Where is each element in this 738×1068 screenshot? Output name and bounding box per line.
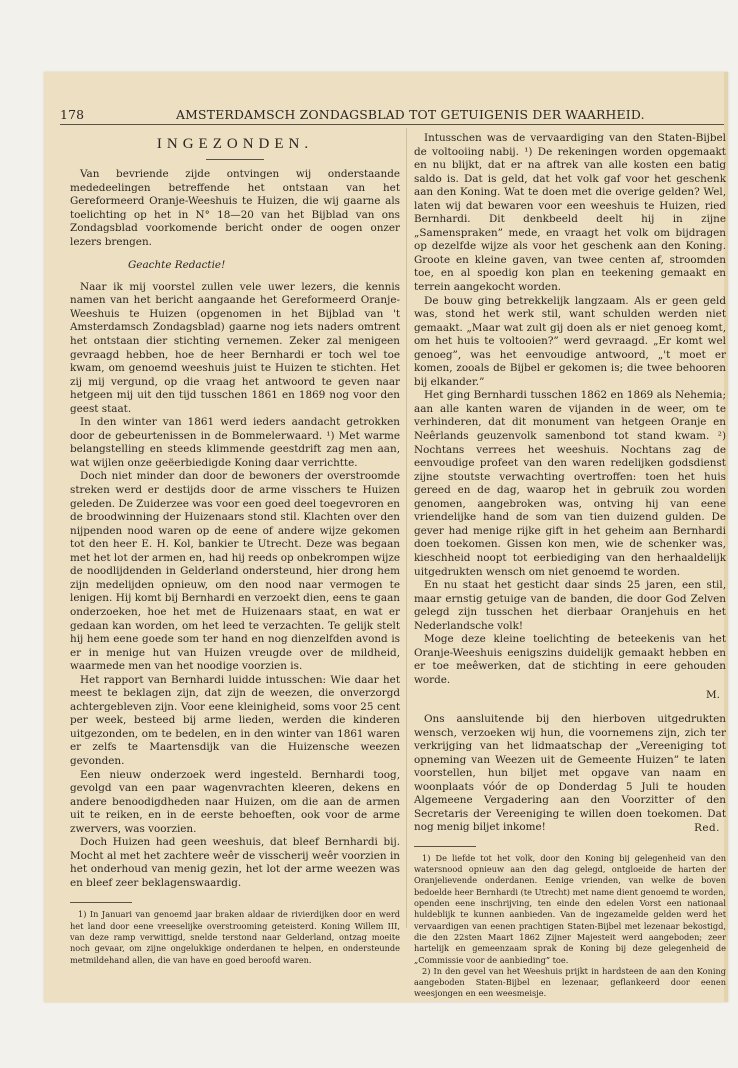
left-column bbox=[70, 132, 400, 966]
column-divider bbox=[406, 128, 407, 928]
body-paragraph: Intusschen was de vervaardiging van den Staten-Bijbel de voltooiing nabij. ¹) De rekeningen worden opgemaakt en nu blijkt, dat er na aftrek van alle kosten een batig saldo is. Dat is geld, dat het volk gaf voor het geschenk aan den Koning. Wat te doen met die overige gelden? Wel, laten wij dat bewaren voor een weeshuis te Huizen, ried Bernhardi. Dit denkbeeld deelt hij in zijne „Samenspraken” mede, en vraagt het volk om bijdragen op dezelfde wijze als voor het geschenk aan den Koning. Groote en kleine gaven, van twee centen af, stroomden toe, en al spoedig kon plan en teekening gemaakt en terrein aangekocht worden. bbox=[414, 132, 726, 294]
title-rule bbox=[206, 159, 264, 160]
body-paragraph: Doch Huizen had geen weeshuis, dat bleef Bernhardi bij. Mocht al met het zachtere weêr de visscherij weêr voorzien in het onderhoud van menig gezin, het lot der arme weezen was en bleef zeer beklagenswaardig. bbox=[70, 836, 400, 889]
letter-signature: M. bbox=[706, 689, 720, 702]
body-paragraph: In den winter van 1861 werd ieders aandacht getrokken door de gebeurtenissen in de Bommelerwaard. ¹) Met warme belangstelling en steeds klimmende geestdrift zag men aan, wat wijlen onze geëerbiedigde Koning daar verrichtte. bbox=[70, 416, 400, 469]
salutation: Geachte Redactie! bbox=[128, 259, 226, 272]
body-paragraph: En nu staat het gesticht daar sinds 25 jaren, een stil, maar ernstig getuige van de banden, die door God Zelven gelegd zijn tusschen het dierbaar Oranjehuis en het Nederlandsche volk! bbox=[414, 579, 726, 632]
journal-title: AMSTERDAMSCH ZONDAGSBLAD TOT GETUIGENIS DER WAARHEID. bbox=[176, 107, 645, 122]
footnote: 2) In den gevel van het Weeshuis prijkt in hardsteen de aan den Koning aangeboden Staten-Bijbel en lezenaar, geflankeerd door eenen weesjongen en een weesmeisje. bbox=[414, 965, 726, 999]
section-title: INGEZONDEN. bbox=[156, 136, 314, 152]
footnote: 1) In Januari van genoemd jaar braken aldaar de rivierdijken door en werd het land door eene vreeselijke overstrooming geteisterd. Koning Willem III, van deze ramp verwittigd, snelde terstond naar Gelderland, ontzag moeite noch gevaar, om zijne ongelukkige onderdanen te helpen, en ondersteunde metmildehand allen, die van have en goed beroofd waren. bbox=[70, 909, 400, 965]
body-paragraph: Het ging Bernhardi tusschen 1862 en 1869 als Nehemia; aan alle kanten waren de vijanden in de weer, om te verhinderen, dat dit monument van hetgeen Oranje en Neêrlands geuzenvolk samenbond tot stand kwam. ²) Nochtans verrees het weeshuis. Nochtans zag de eenvoudige profeet van den waren redelijken godsdienst zijne stoutste verwachting overtroffen: toen het huis gereed en de dag, waarop het in gebruik zou worden genomen, aangebroken was, ontving hij van eene vriendelijke hand de som van tien duizend gulden. De gever had menige rijke gift in het geheim aan Bernhardi doen toekomen. Gissen kon men, wie de schenker was, kieschheid noopt tot eerbiediging van den herhaaldelijk uitgedrukten wensch om niet genoemd te worden. bbox=[414, 389, 726, 578]
footnote: 1) De liefde tot het volk, door den Koning bij gelegenheid van den watersnood opnieuw aan den dag gelegd, ontgloeide de harten der Oranjelievende onderdanen. Eenige vrienden, van welke de boven bedoelde heer Bernhardi (te Utrecht) met name dient genoemd te worden, openden eene inschrijving, ten einde den edelen Vorst een nationaal huldeblijk te kunnen aanbieden. Van de ingezamelde gelden werd het vervaardigen van eenen prachtigen Staten-Bijbel met lezenaar bekostigd, die den 22sten Maart 1862 Zijner Majesteit werd aangeboden; zeer hartelijk en gemeenzaam sprak de Koning bij deze gelegenheid de „Commissie voor de aanbieding” toe. bbox=[414, 852, 726, 965]
body-paragraph: Doch niet minder dan door de bewoners der overstroomde streken werd er destijds door de arme visschers te Huizen geleden. De Zuiderzee was voor een goed deel toegevroren en de broodwinning der Huizenaars stond stil. Klachten over den nijpenden nood waren op de eene of andere wijze gekomen tot den heer E. H. Kol, bankier te Utrecht. Deze was begaan met het lot der armen en, had hij reeds op onbekrompen wijze de noodlijdenden in Gelderland ondersteund, hier drong hem zijn medelijden opnieuw, om den nood naar vermogen te lenigen. Hij komt bij Bernhardi en verzoekt dien, eens te gaan onderzoeken, hoe het met de Huizenaars staat, en wat er gedaan kan worden, om het leed te verzachten. Te gelijk stelt hij hem eene goede som ter hand en nog dienzelfden avond is er in menige hut van Huizen vreugde over de mildheid, waarmede men van het noodige voorzien is. bbox=[70, 470, 400, 673]
intro-paragraph: Van bevriende zijde ontvingen wij onderstaande mededeelingen betreffende het ontstaan van het Gereformeerd Oranje-Weeshuis te Huizen, die wij gaarne als toelichting op het in N° 18—20 van het Bijblad van ons Zondagsblad voorkomende bericht onder de oogen onzer lezers brengen. bbox=[70, 168, 400, 248]
body-paragraph: Moge deze kleine toelichting de beteekenis van het Oranje-Weeshuis eenigszins duidelijk gemaakt hebben en er toe meêwerken, dat de stichting in eere gehouden worde. bbox=[414, 633, 726, 686]
body-paragraph: Het rapport van Bernhardi luidde intusschen: Wie daar het meest te beklagen zijn, dat zijn de weezen, die onverzorgd achtergebleven zijn. Voor eene kleinigheid, soms voor 25 cent per week, besteed bij arme lieden, werden die kinderen uitgezonden, om te bedelen, en in den winter van 1861 waren er zelfs te Maartensdijk van die Huizensche weezen gevonden. bbox=[70, 673, 400, 767]
footnote-rule bbox=[70, 902, 132, 903]
body-paragraph: De bouw ging betrekkelijk langzaam. Als er geen geld was, stond het werk stil, want schulden werden niet gemaakt. „Maar wat zult gij doen als er niet genoeg komt, om het huis te voltooien?” werd gevraagd. „Er komt wel genoeg”, was het eenvoudige antwoord, „'t moet er komen, zooals de Bijbel er gekomen is; die twee behooren bij elkander.” bbox=[414, 294, 726, 388]
body-paragraph: Naar ik mij voorstel zullen vele uwer lezers, die kennis namen van het bericht aangaande het Gereformeerd Oranje-Weeshuis te Huizen (opgenomen in het Bijblad van 't Amsterdamsch Zondagsblad) gaarne nog iets naders omtrent het ontstaan dier stichting vernemen. Zeker zal menigeen gevraagd hebben, hoe de heer Bernhardi er toch wel toe kwam, om genoemd weeshuis juist te Huizen te stichten. Het zij mij vergund, op die vraag het antwoord te geven naar hetgeen mij uit den tijd tusschen 1861 en 1869 nog voor den geest staat. bbox=[70, 280, 400, 415]
page-number: 178 bbox=[60, 107, 85, 122]
footnotes-right bbox=[414, 853, 726, 1000]
footnote-rule bbox=[414, 846, 476, 847]
body-paragraph: Een nieuw onderzoek werd ingesteld. Bernhardi toog, gevolgd van een paar wagenvrachten kleeren, dekens en andere benoodigdheden naar Huizen, om die aan de armen uit te reiken, en in de eerste behoeften, ook voor de arme zwervers, was voorzien. bbox=[70, 768, 400, 835]
right-column bbox=[414, 132, 726, 1000]
running-header bbox=[60, 103, 728, 125]
editor-signature: Red. bbox=[694, 821, 720, 834]
editorial-note: Ons aansluitende bij den hierboven uitgedrukten wensch, verzoeken wij hun, die voornemens zijn, zich ter verkrijging van het lidmaatschap der „Vereeniging tot opneming van Weezen uit de Gemeente Huizen” te laten voorstellen, hun biljet met opgave van naam en woonplaats vóór de op Donderdag 5 Juli te houden Algemeene Vergadering aan den Voorzitter of den Secretaris der Vereeniging te willen doen toekomen. Dat nog menig biljet inkome! bbox=[414, 712, 726, 834]
footnotes-left bbox=[70, 909, 400, 965]
header-rule bbox=[60, 124, 724, 125]
